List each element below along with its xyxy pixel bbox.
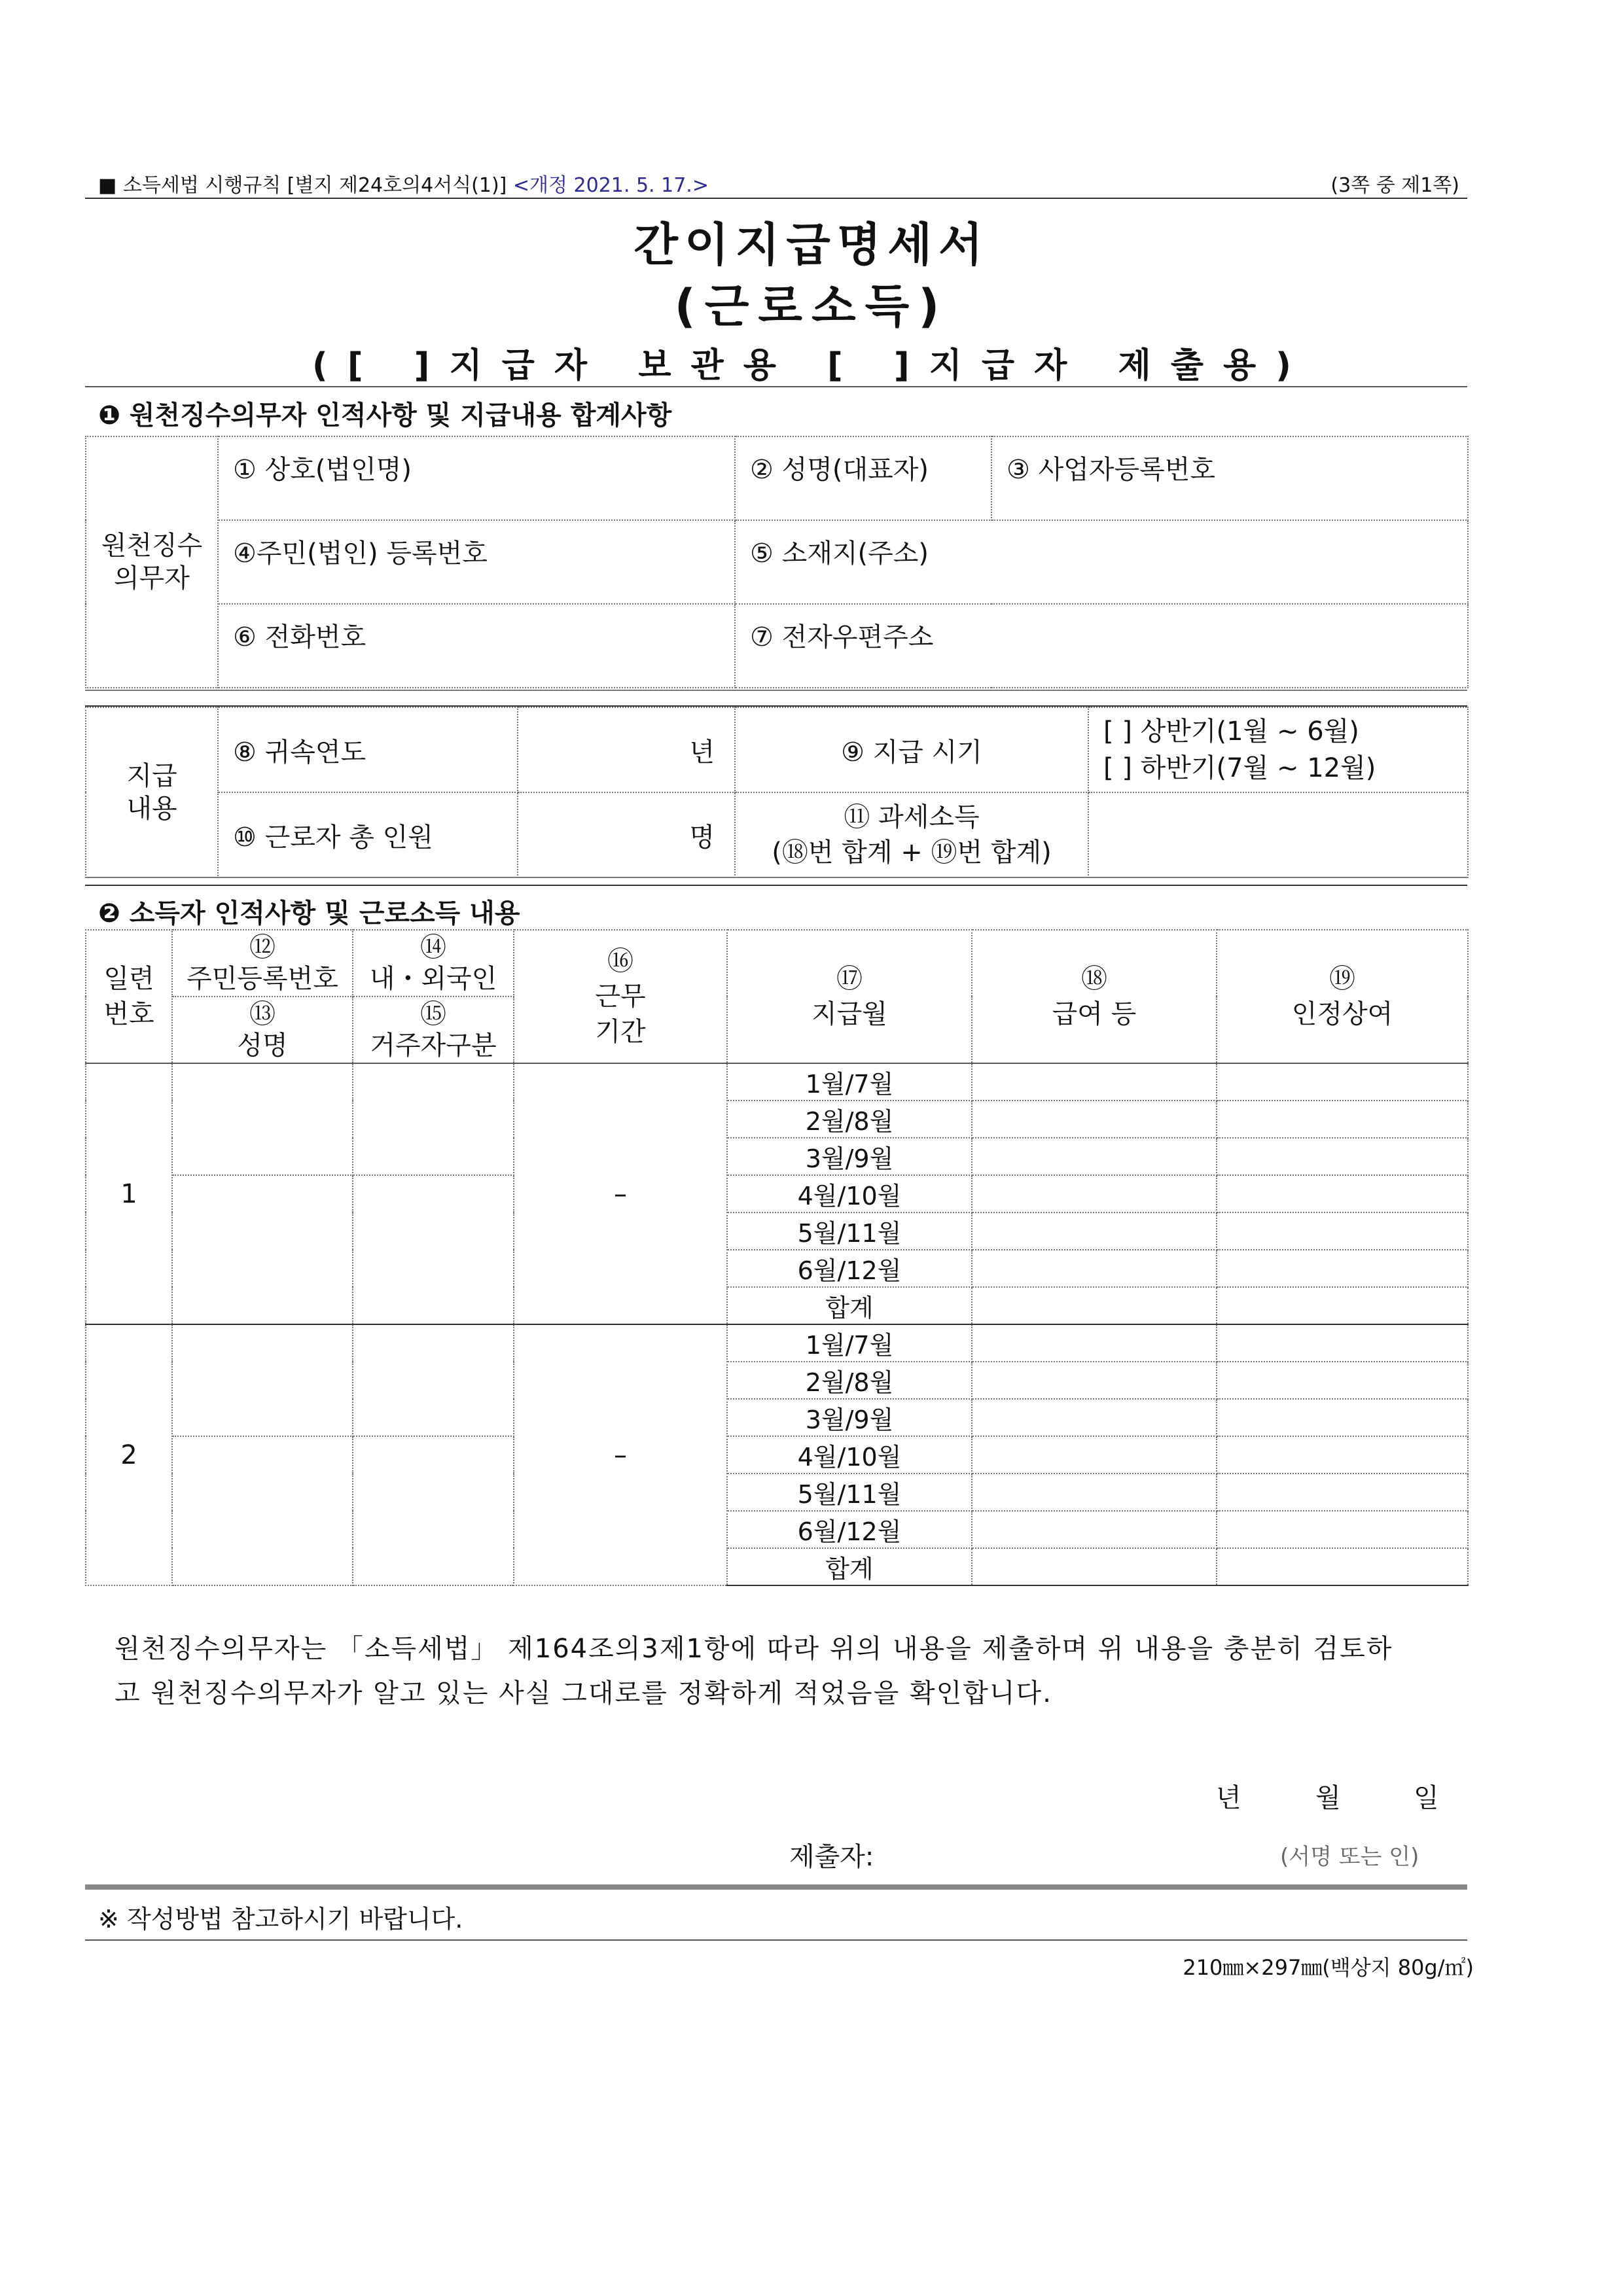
- title-rule: [85, 386, 1467, 387]
- payment-month-cell: 5월/11월: [727, 1474, 972, 1511]
- date-year[interactable]: 년: [1216, 1783, 1241, 1813]
- half-year-options: [1088, 707, 1468, 792]
- payment-month-cell: 3월/9월: [727, 1138, 972, 1175]
- col-name: [172, 997, 353, 1063]
- table-row: [86, 1324, 1468, 1362]
- signature-area[interactable]: (서명 또는 인): [1280, 1844, 1419, 1870]
- paper-spec: 210㎜×297㎜(백상지 80g/㎡): [1183, 1955, 1474, 1980]
- col14-number: ⑭: [420, 932, 446, 963]
- field-phone[interactable]: ⑥ 전화번호: [218, 604, 735, 688]
- col-payment-month: [727, 930, 972, 1063]
- earner-table: [85, 929, 1469, 1586]
- date-day[interactable]: 일: [1414, 1783, 1439, 1813]
- salary-cell[interactable]: [972, 1101, 1217, 1138]
- col19-number: ⑲: [1329, 964, 1355, 994]
- taxable-income-label: ⑪ 과세소득: [844, 802, 980, 832]
- form-title: 간이지급명세서: [633, 218, 990, 272]
- field-company-name[interactable]: ① 상호(법인명): [218, 436, 735, 520]
- col17-number: ⑰: [836, 964, 863, 994]
- salary-cell[interactable]: [972, 1063, 1217, 1101]
- bonus-cell[interactable]: [1217, 1101, 1468, 1138]
- name-cell[interactable]: [172, 1175, 353, 1324]
- payment-month-cell: 1월/7월: [727, 1324, 972, 1362]
- salary-cell[interactable]: [972, 1474, 1217, 1511]
- table-row: [86, 1175, 1468, 1212]
- salary-cell[interactable]: [972, 1175, 1217, 1212]
- form-copy-type: ([ ]지급자 보관용 [ ]지급자 제출용): [312, 346, 1311, 385]
- footer-note: ※ 작성방법 참고하시기 바랍니다.: [98, 1905, 463, 1934]
- bonus-cell[interactable]: [1217, 1511, 1468, 1548]
- payment-month-cell: 5월/11월: [727, 1212, 972, 1250]
- payment-month-cell: 4월/10월: [727, 1175, 972, 1212]
- col13-label: 성명: [237, 1031, 288, 1061]
- col16-number: ⑯: [607, 946, 633, 976]
- first-half-checkbox[interactable]: [ ] 상반기(1월 ~ 6월): [1103, 716, 1359, 747]
- bonus-cell[interactable]: [1217, 1250, 1468, 1287]
- form-header: [98, 169, 1459, 197]
- field-payment-period: ⑨ 지급 시기: [735, 707, 1088, 792]
- table-row: [86, 1436, 1468, 1474]
- col-recognized-bonus: [1217, 930, 1468, 1063]
- salary-cell[interactable]: [972, 1362, 1217, 1399]
- payment-month-cell: 2월/8월: [727, 1101, 972, 1138]
- salary-cell[interactable]: [972, 1399, 1217, 1436]
- payment-month-cell: 6월/12월: [727, 1511, 972, 1548]
- bonus-cell[interactable]: [1217, 1399, 1468, 1436]
- id-cell-top[interactable]: [172, 1063, 353, 1175]
- page-info: (3쪽 중 제1쪽): [1330, 174, 1459, 197]
- name-cell[interactable]: [172, 1436, 353, 1585]
- col13-number: ⑬: [249, 999, 276, 1029]
- salary-cell[interactable]: [972, 1212, 1217, 1250]
- col17-label: 지급월: [812, 999, 887, 1029]
- withholding-agent-label: 원천징수 의무자: [86, 436, 218, 688]
- header-rule: [85, 198, 1467, 199]
- section1-bottom-rule: [85, 690, 1467, 691]
- col18-number: ⑱: [1081, 964, 1107, 994]
- footer-rule: [85, 1939, 1467, 1941]
- declaration-line2: 고 원천징수의무자가 알고 있는 사실 그대로를 정확하게 적었음을 확인합니다.: [115, 1678, 1052, 1708]
- col-nationality: [353, 930, 514, 997]
- salary-cell[interactable]: [972, 1436, 1217, 1474]
- salary-cell[interactable]: [972, 1250, 1217, 1287]
- col12-number: ⑫: [249, 932, 276, 963]
- bonus-cell[interactable]: [1217, 1436, 1468, 1474]
- form-subtitle: (근로소득): [674, 279, 949, 333]
- field-business-reg-no[interactable]: ③ 사업자등록번호: [991, 436, 1468, 520]
- col19-label: 인정상여: [1291, 999, 1393, 1029]
- bonus-cell[interactable]: [1217, 1324, 1468, 1362]
- payment-month-cell: 3월/9월: [727, 1399, 972, 1436]
- col15-label: 거주자구분: [370, 1031, 497, 1061]
- payment-table: [85, 707, 1469, 878]
- year-input[interactable]: 년: [518, 707, 735, 792]
- form-reference: ■ 소득세법 시행규칙 [별지 제24호의4서식(1)]: [98, 174, 507, 197]
- withholding-agent-table: [85, 436, 1469, 688]
- work-period-cell[interactable]: –: [514, 1324, 727, 1585]
- residency-cell[interactable]: [353, 1175, 514, 1324]
- field-attribution-year: ⑧ 귀속연도: [218, 707, 518, 792]
- col-salary: [972, 930, 1217, 1063]
- submitter-label: 제출자:: [789, 1842, 874, 1872]
- bonus-cell[interactable]: [1217, 1212, 1468, 1250]
- serial-number-cell: 2: [86, 1324, 172, 1585]
- salary-cell[interactable]: [972, 1287, 1217, 1324]
- nat-cell-top[interactable]: [353, 1063, 514, 1175]
- col18-label: 급여 등: [1052, 999, 1137, 1029]
- field-corporate-reg-no[interactable]: ④주민(법인) 등록번호: [218, 520, 735, 604]
- nat-cell-top[interactable]: [353, 1324, 514, 1436]
- employee-count-input[interactable]: 명: [518, 792, 735, 877]
- payment-label: 지급 내용: [86, 707, 218, 877]
- footer-thick-rule: [85, 1884, 1467, 1890]
- payment-month-cell: 합계: [727, 1287, 972, 1324]
- serial-number-cell: 1: [86, 1063, 172, 1324]
- section2-heading: ❷ 소득자 인적사항 및 근로소득 내용: [98, 898, 520, 928]
- salary-cell[interactable]: [972, 1548, 1217, 1585]
- work-period-cell[interactable]: –: [514, 1063, 727, 1324]
- bonus-cell[interactable]: [1217, 1175, 1468, 1212]
- field-address[interactable]: ⑤ 소재지(주소): [735, 520, 1468, 604]
- payment-month-cell: 2월/8월: [727, 1362, 972, 1399]
- payment-month-cell: 합계: [727, 1548, 972, 1585]
- salary-cell[interactable]: [972, 1324, 1217, 1362]
- col-serial-number: 일련 번호: [86, 930, 172, 1063]
- payment-month-cell: 4월/10월: [727, 1436, 972, 1474]
- field-employee-count: ⑩ 근로자 총 인원: [218, 792, 518, 877]
- id-cell-top[interactable]: [172, 1324, 353, 1436]
- field-representative[interactable]: ② 성명(대표자): [735, 436, 991, 520]
- col12-label: 주민등록번호: [187, 964, 338, 994]
- residency-cell[interactable]: [353, 1436, 514, 1585]
- col15-number: ⑮: [420, 999, 446, 1029]
- field-email[interactable]: ⑦ 전자우편주소: [735, 604, 1468, 688]
- col-work-period: [514, 930, 727, 1063]
- payment-bottom-rule-2: [85, 885, 1467, 886]
- second-half-checkbox[interactable]: [ ] 하반기(7월 ~ 12월): [1103, 753, 1376, 783]
- payment-month-cell: 6월/12월: [727, 1250, 972, 1287]
- payment-month-cell: 1월/7월: [727, 1063, 972, 1101]
- field-taxable-income: [735, 792, 1088, 877]
- col16-label: 근무 기간: [595, 981, 646, 1047]
- taxable-income-formula: (⑱번 합계 + ⑲번 합계): [772, 838, 1052, 868]
- col-resident-reg-no: [172, 930, 353, 997]
- salary-cell[interactable]: [972, 1511, 1217, 1548]
- date-month[interactable]: 월: [1315, 1783, 1341, 1813]
- declaration-line1: 원천징수의무자는 「소득세법」 제164조의3제1항에 따라 위의 내용을 제출하며 위 내용을 충분히 검토하: [115, 1634, 1393, 1664]
- bonus-cell[interactable]: [1217, 1474, 1468, 1511]
- payment-bottom-rule: [85, 877, 1467, 878]
- revision-date: <개정 2021. 5. 17.>: [512, 174, 709, 197]
- col-residency: [353, 997, 514, 1063]
- table-row: [86, 1063, 1468, 1101]
- taxable-income-input[interactable]: [1088, 792, 1468, 877]
- bonus-cell[interactable]: [1217, 1287, 1468, 1324]
- bonus-cell[interactable]: [1217, 1063, 1468, 1101]
- salary-cell[interactable]: [972, 1138, 1217, 1175]
- bonus-cell[interactable]: [1217, 1548, 1468, 1585]
- bonus-cell[interactable]: [1217, 1138, 1468, 1175]
- section1-heading: ❶ 원천징수의무자 인적사항 및 지급내용 합계사항: [98, 400, 672, 431]
- bonus-cell[interactable]: [1217, 1362, 1468, 1399]
- col14-label: 내・외국인: [369, 964, 497, 994]
